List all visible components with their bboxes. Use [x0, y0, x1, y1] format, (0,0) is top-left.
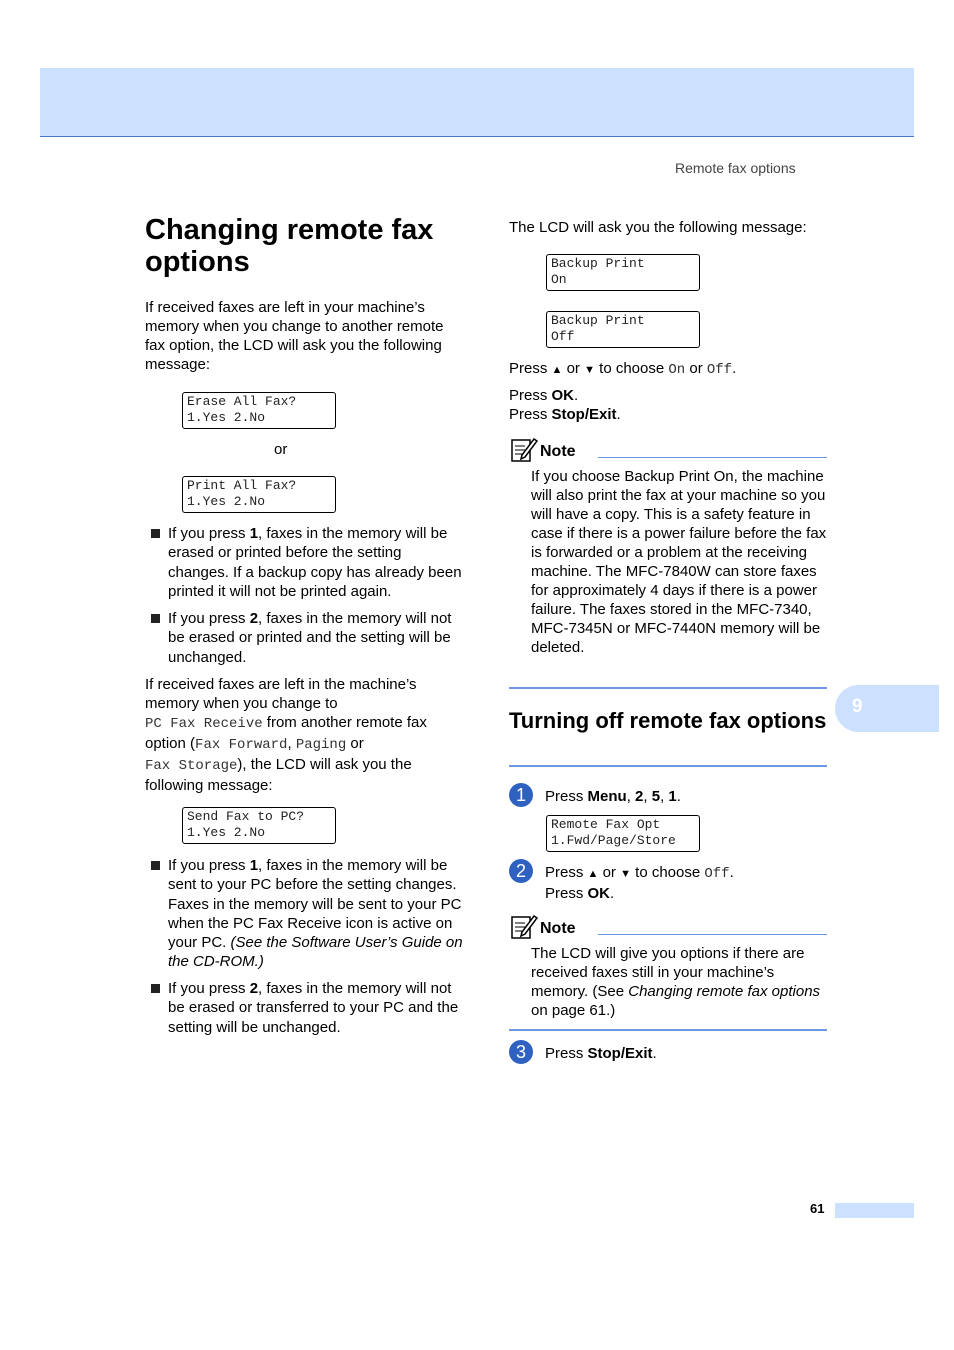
square-bullet-icon [151, 614, 160, 623]
down-arrow-icon: ▼ [620, 868, 631, 880]
text: , faxes in the memory will be sent to your PC before the setting changes. Faxes in the memory will be sent to your PC when the PC Fax Receive icon is active on your PC. [168, 857, 462, 952]
note-text: If you choose Backup Print On, the machine will also print the fax at your machine so you will have a copy. This is a safety feature in case if there is a power failure before the fax is forwarded or a problem at the receiving machine. The MFC-7840W can store faxes for approximately 4 days if there is a power failure. The faxes stored in the MFC-7340, MFC-7345N or MFC-7440N memory will be deleted. [531, 468, 827, 656]
cross-reference: (See the Software User’s Guide on the CD-ROM.) [168, 934, 463, 971]
running-title: Remote fax options [675, 160, 796, 176]
lcd-option-text: On [668, 362, 686, 378]
text: from another remote fax option ( [145, 714, 427, 752]
lcd-option-text: Paging [295, 737, 347, 753]
text: If received faxes are left in the machine’s memory when you change to [145, 676, 417, 712]
press-ok-line [509, 386, 578, 405]
lcd-option-text: Fax Forward [195, 737, 288, 753]
text: Press [545, 788, 588, 805]
divider [509, 1029, 827, 1031]
page-title: Changing remote fax options [145, 214, 434, 278]
text: , faxes in the memory will not be erased or printed and the setting will be unchanged. [168, 610, 452, 666]
key-label: Stop/Exit [551, 406, 617, 423]
step-3-text [545, 1044, 657, 1063]
step-1-text [545, 787, 681, 806]
text: , [660, 788, 669, 805]
note-rule [598, 457, 827, 458]
lcd-option-text: Off [706, 362, 733, 378]
text: If you press [168, 525, 250, 542]
note-label: Note [540, 920, 576, 937]
key-label: OK [587, 885, 611, 902]
page-number-bar [835, 1203, 914, 1218]
lcd-line: 1.Yes 2.No [187, 494, 266, 509]
lcd-line: Backup Print [551, 256, 645, 271]
text: . [610, 885, 615, 902]
divider [509, 687, 827, 689]
text: or [562, 360, 585, 377]
key-label: 1 [249, 857, 259, 874]
lcd-line: On [551, 272, 567, 287]
text: Press [509, 387, 552, 404]
lcd-line: Erase All Fax? [187, 394, 297, 409]
lcd-option-text: Fax Storage [145, 758, 238, 774]
list-item [145, 856, 463, 972]
text: , faxes in the memory will be erased or printed before the setting changes. If a backup copy has already been printed it will not be printed again. [168, 525, 462, 600]
key-label: Stop/Exit [587, 1045, 653, 1062]
step-2-text [545, 863, 734, 903]
text: . [732, 360, 737, 377]
lcd-option-text: PC Fax Receive [145, 716, 263, 732]
text: to choose [594, 360, 669, 377]
lcd-line: 1.Yes 2.No [187, 825, 266, 840]
note-label: Note [540, 443, 576, 460]
text: . [676, 788, 681, 805]
text: on page 61.) [531, 1002, 616, 1019]
lcd-erase-all-fax [182, 392, 336, 429]
lcd-remote-fax-opt [546, 815, 700, 852]
up-arrow-icon: ▲ [551, 364, 563, 376]
text: If you press [168, 610, 250, 627]
chapter-tab [835, 685, 939, 732]
note-text [531, 944, 827, 1020]
list-item [145, 609, 463, 667]
pc-fax-paragraph [145, 675, 465, 795]
key-label: 2 [249, 980, 259, 997]
key-label: 5 [651, 788, 661, 805]
press-stop-line [509, 405, 621, 424]
step-number-3: 3 [509, 1040, 533, 1064]
lcd-send-fax-to-pc [182, 807, 336, 844]
text: Press [545, 885, 588, 902]
key-label: OK [551, 387, 575, 404]
text: . [574, 387, 579, 404]
lcd-print-all-fax [182, 476, 336, 513]
note-pencil-icon [510, 437, 538, 463]
lcd-line: Remote Fax Opt [551, 817, 661, 832]
square-bullet-icon [151, 984, 160, 993]
header-band [40, 68, 914, 137]
key-label: Menu [587, 788, 627, 805]
step-number-2: 2 [509, 859, 533, 883]
cross-reference: Changing remote fax options [628, 983, 821, 1000]
text: The LCD will give you options if there are received faxes still in your machine’s memory. (See [531, 945, 805, 1000]
text: or [346, 735, 364, 752]
text: . [616, 406, 621, 423]
divider [509, 765, 827, 767]
lcd-option-text: Off [704, 866, 730, 882]
lcd-intro: The LCD will ask you the following message: [509, 219, 807, 236]
lcd-line: Print All Fax? [187, 478, 297, 493]
section-title: Turning off remote fax options [509, 708, 827, 733]
key-label: 1 [249, 525, 259, 542]
lcd-backup-print-off [546, 311, 700, 348]
text: , [287, 735, 296, 752]
square-bullet-icon [151, 529, 160, 538]
page-number: 61 [810, 1201, 825, 1216]
key-label: 2 [635, 788, 644, 805]
text: or [685, 360, 707, 377]
note-pencil-icon [510, 914, 538, 940]
text: . [652, 1045, 657, 1062]
text: If you press [168, 980, 250, 997]
or-text: or [274, 441, 288, 458]
text: If you press [168, 857, 250, 874]
text: Press [545, 1045, 588, 1062]
note-rule [598, 934, 827, 935]
key-label: 1 [668, 788, 677, 805]
text: , faxes in the memory will not be erased or transferred to your PC and the setting will be unchanged. [168, 980, 459, 1036]
up-arrow-icon: ▲ [587, 868, 599, 880]
text: or [598, 864, 621, 881]
lcd-line: 1.Yes 2.No [187, 410, 266, 425]
list-item [145, 524, 463, 601]
key-label: 2 [249, 610, 259, 627]
text: Press [545, 864, 588, 881]
text: Press [509, 360, 552, 377]
intro-paragraph: If received faxes are left in your machine’s memory when you change to another remote fax option, the LCD will ask you the following message: [145, 299, 444, 373]
lcd-line: 1.Fwd/Page/Store [551, 833, 676, 848]
text: . [729, 864, 734, 881]
lcd-backup-print-on [546, 254, 700, 291]
text: ), the LCD will ask you the following message: [145, 756, 412, 794]
text: Press [509, 406, 552, 423]
lcd-line: Send Fax to PC? [187, 809, 305, 824]
square-bullet-icon [151, 861, 160, 870]
text: , [643, 788, 652, 805]
list-item [145, 979, 463, 1037]
text: , [626, 788, 636, 805]
press-choose-line [509, 359, 829, 380]
chapter-number: 9 [852, 696, 863, 717]
step-number-1: 1 [509, 783, 533, 807]
down-arrow-icon: ▼ [584, 364, 595, 376]
text: to choose [630, 864, 705, 881]
lcd-line: Off [551, 329, 575, 344]
lcd-line: Backup Print [551, 313, 645, 328]
